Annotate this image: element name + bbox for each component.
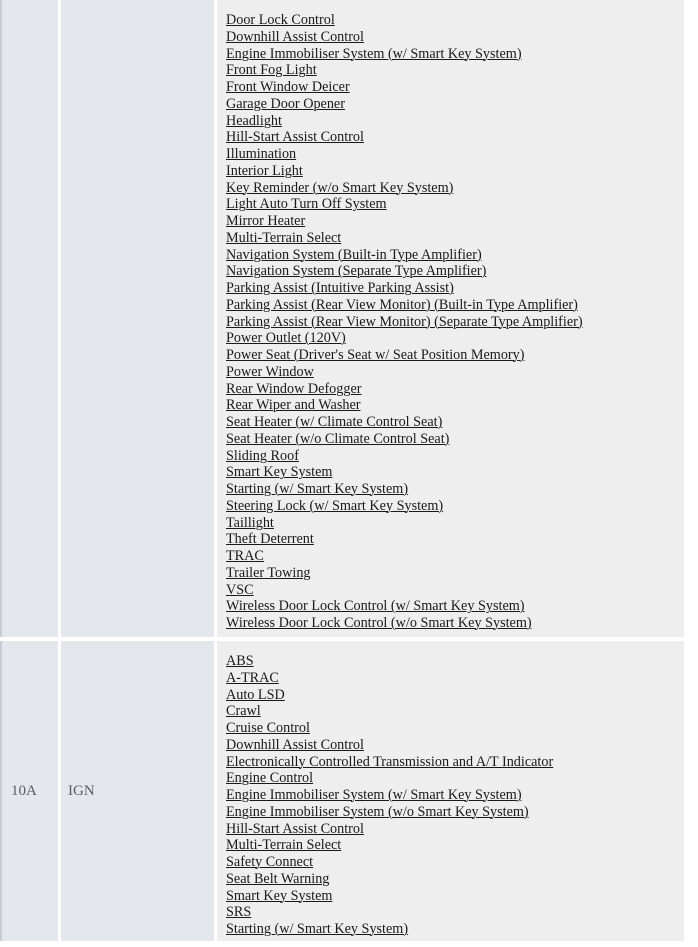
system-link[interactable]: Steering Lock (w/ Smart Key System): [226, 497, 444, 514]
system-link[interactable]: Sliding Roof: [226, 447, 299, 464]
page-margin: [684, 0, 698, 947]
list-item: [226, 314, 684, 331]
list-item: [226, 464, 684, 481]
system-link[interactable]: SRS: [226, 904, 252, 921]
system-link[interactable]: Interior Light: [226, 162, 303, 179]
list-item: [226, 129, 684, 146]
amperage-cell: [0, 0, 58, 637]
system-link[interactable]: Taillight: [226, 514, 274, 531]
list-item: [226, 280, 684, 297]
system-link[interactable]: Front Fog Light: [226, 62, 317, 79]
system-link[interactable]: Front Window Deicer: [226, 79, 350, 95]
system-link[interactable]: Smart Key System: [226, 464, 333, 481]
fuse-name-value: IGN: [68, 782, 95, 799]
list-item: [226, 531, 684, 548]
list-item: [226, 687, 684, 704]
system-link[interactable]: Rear Window Defogger: [226, 380, 362, 397]
list-item: [226, 62, 684, 79]
list-item: [226, 804, 684, 821]
list-item: [226, 414, 684, 431]
list-item: [226, 448, 684, 465]
list-item: [226, 79, 684, 96]
system-link[interactable]: Navigation System (Built-in Type Amplifier): [226, 246, 482, 263]
list-item: [226, 770, 684, 787]
list-item: [226, 871, 684, 888]
list-item: [226, 615, 684, 632]
list-item: [226, 703, 684, 720]
list-item: [226, 347, 684, 364]
list-item: [226, 787, 684, 804]
system-link[interactable]: Downhill Assist Control: [226, 736, 364, 753]
fuse-name-cell: [61, 0, 214, 637]
list-item: [226, 515, 684, 532]
system-link[interactable]: Starting (w/ Smart Key System): [226, 481, 409, 497]
list-item: [226, 196, 684, 213]
system-link[interactable]: Trailer Towing: [226, 564, 311, 581]
list-item: [226, 720, 684, 737]
list-item: [226, 180, 684, 197]
list-item: [226, 146, 684, 163]
list-item: [226, 46, 684, 63]
fuse-name-cell: [61, 641, 214, 941]
system-link[interactable]: VSC: [226, 581, 254, 598]
list-item: [226, 582, 684, 599]
system-link[interactable]: Starting (w/ Smart Key System): [226, 921, 409, 937]
system-link[interactable]: Power Seat (Driver's Seat w/ Seat Position Memory): [226, 347, 525, 363]
system-link[interactable]: Hill-Start Assist Control: [226, 820, 364, 837]
system-link[interactable]: Engine Immobiliser System (w/o Smart Key System): [226, 803, 529, 820]
system-link[interactable]: Smart Key System: [226, 887, 333, 904]
system-link[interactable]: Seat Belt Warning: [226, 870, 330, 887]
list-item: [226, 263, 684, 280]
system-link[interactable]: TRAC: [226, 548, 264, 564]
system-link[interactable]: Illumination: [226, 146, 297, 162]
system-link[interactable]: Parking Assist (Intuitive Parking Assist): [226, 280, 454, 296]
list-item: [226, 364, 684, 381]
system-link[interactable]: Power Outlet (120V): [226, 330, 346, 347]
system-link[interactable]: Multi-Terrain Select: [226, 229, 342, 246]
system-link[interactable]: A-TRAC: [226, 669, 279, 686]
list-item: [226, 548, 684, 565]
list-item: [226, 397, 684, 414]
list-item: [226, 381, 684, 398]
table-row: [0, 641, 698, 941]
system-link[interactable]: Engine Control: [226, 770, 314, 787]
system-link[interactable]: Navigation System (Separate Type Amplifier): [226, 263, 487, 280]
system-link[interactable]: Theft Deterrent: [226, 531, 314, 548]
list-item: [226, 163, 684, 180]
list-item: [226, 737, 684, 754]
list-item: [226, 29, 684, 46]
system-link[interactable]: Light Auto Turn Off System: [226, 196, 387, 213]
system-link[interactable]: Crawl: [226, 703, 261, 720]
amperage-value: 10A: [11, 782, 37, 799]
systems-list: [226, 653, 684, 938]
list-item: [226, 565, 684, 582]
systems-cell: [217, 0, 684, 637]
system-link[interactable]: Seat Heater (w/o Climate Control Seat): [226, 430, 450, 447]
list-item: [226, 837, 684, 854]
list-item: [226, 96, 684, 113]
list-item: [226, 113, 684, 130]
system-link[interactable]: Safety Connect: [226, 854, 314, 870]
system-link[interactable]: Cruise Control: [226, 720, 310, 736]
list-item: [226, 854, 684, 871]
system-link[interactable]: Parking Assist (Rear View Monitor) (Built-in Type Amplifier): [226, 296, 578, 313]
system-link[interactable]: Wireless Door Lock Control (w/ Smart Key System): [226, 598, 525, 615]
system-link[interactable]: ABS: [226, 653, 254, 669]
list-item: [226, 921, 684, 938]
systems-list: [226, 12, 684, 632]
system-link[interactable]: Seat Heater (w/ Climate Control Seat): [226, 414, 443, 430]
system-link[interactable]: Engine Immobiliser System (w/ Smart Key System): [226, 45, 522, 62]
system-link[interactable]: Auto LSD: [226, 686, 285, 703]
list-item: [226, 12, 684, 29]
list-item: [226, 330, 684, 347]
list-item: [226, 888, 684, 905]
amperage-cell: [0, 641, 58, 941]
system-link[interactable]: Wireless Door Lock Control (w/o Smart Key System): [226, 615, 532, 631]
list-item: [226, 431, 684, 448]
system-link[interactable]: Door Lock Control: [226, 12, 335, 28]
list-item: [226, 754, 684, 771]
system-link[interactable]: Hill-Start Assist Control: [226, 129, 364, 146]
list-item: [226, 670, 684, 687]
system-link[interactable]: Engine Immobiliser System (w/ Smart Key System): [226, 787, 522, 803]
list-item: [226, 247, 684, 264]
list-item: [226, 481, 684, 498]
system-link[interactable]: Downhill Assist Control: [226, 28, 364, 45]
system-link[interactable]: Electronically Controlled Transmission and A/T Indicator: [226, 753, 554, 770]
system-link[interactable]: Parking Assist (Rear View Monitor) (Separate Type Amplifier): [226, 313, 583, 330]
list-item: [226, 498, 684, 515]
list-item: [226, 598, 684, 615]
system-link[interactable]: Headlight: [226, 112, 282, 129]
list-item: [226, 821, 684, 838]
system-link[interactable]: Garage Door Opener: [226, 95, 345, 112]
list-item: [226, 213, 684, 230]
list-item: [226, 904, 684, 921]
system-link[interactable]: Multi-Terrain Select: [226, 837, 342, 854]
systems-cell: [217, 641, 684, 941]
list-item: [226, 297, 684, 314]
system-link[interactable]: Power Window: [226, 363, 314, 380]
list-item: [226, 230, 684, 247]
system-link[interactable]: Mirror Heater: [226, 213, 306, 229]
system-link[interactable]: Rear Wiper and Washer: [226, 397, 361, 414]
list-item: [226, 653, 684, 670]
system-link[interactable]: Key Reminder (w/o Smart Key System): [226, 179, 454, 196]
